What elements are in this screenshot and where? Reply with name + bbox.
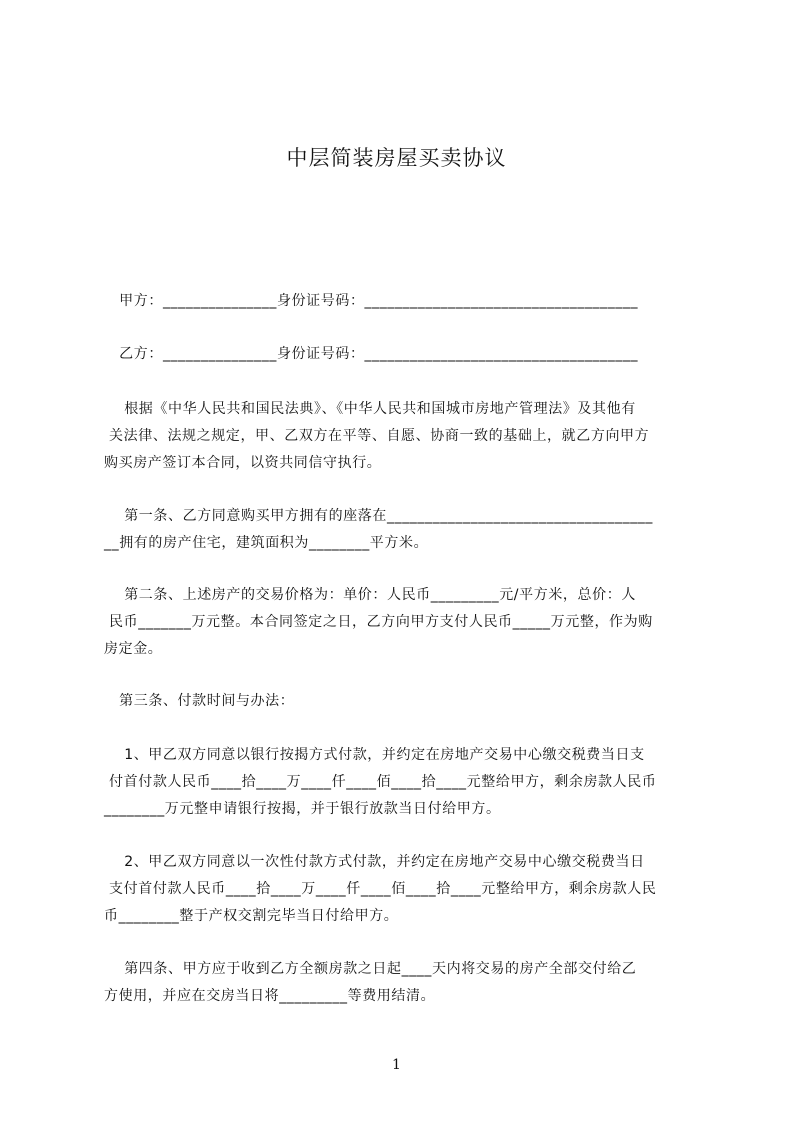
article1-line-1: 第一条、乙方同意购买甲方拥有的座落在___________________________________ [104,508,653,524]
article2-line-2: 民币_______万元整。本合同签定之日，乙方向甲方支付人民币_____万元整，作为购 [104,614,653,630]
article3-heading: 第三条、付款时间与办法： [104,693,295,709]
document-title: 中层简装房屋买卖协议 [286,146,507,170]
article4-line-1: 第四条、甲方应于收到乙方全额房款之日起____天内将交易的房产全部交付给乙 [104,961,637,977]
page-number: 1 [392,1057,401,1073]
party-b-line: 乙方：_______________身份证号码：____________________________________ [104,346,639,362]
clause1-line-1: 1、甲乙双方同意以银行按揭方式付款，并约定在房地产交易中心缴交税费当日支 [104,747,645,763]
clause2-line-2: 支付首付款人民币____拾____万____仟____佰____拾____元整给甲方，剩余房款人民 [104,881,657,897]
preamble-line-2: 关法律、法规之规定，甲、乙双方在平等、自愿、协商一致的基础上，就乙方向甲方 [104,428,650,444]
preamble-line-3: 购买房产签订本合同，以资共同信守执行。 [104,455,382,471]
article2-line-3: 房定金。 [104,641,163,657]
clause1-line-3: ________万元整申请银行按揭，并于银行放款当日付给甲方。 [104,801,501,817]
article1-line-2: __拥有的房产住宅，建筑面积为________平方米。 [104,535,429,551]
clause1-line-2: 付首付款人民币____拾____万____仟____佰____拾____元整给甲方，剩余房款人民币 [104,774,657,790]
clause2-line-3: 币________整于产权交割完毕当日付给甲方。 [104,908,399,924]
preamble-line-1: 根据《中华人民共和国民法典》、《中华人民共和国城市房地产管理法》及其他有 [104,401,636,417]
article2-line-1: 第二条、上述房产的交易价格为：单价：人民币_________元/平方米，总价：人 [104,587,636,603]
party-a-line: 甲方：_______________身份证号码：____________________________________ [104,293,639,309]
article4-line-2: 方使用，并应在交房当日将_________等费用结清。 [104,988,436,1004]
clause2-line-1: 2、甲乙双方同意以一次性付款方式付款，并约定在房地产交易中心缴交税费当日 [104,854,645,870]
